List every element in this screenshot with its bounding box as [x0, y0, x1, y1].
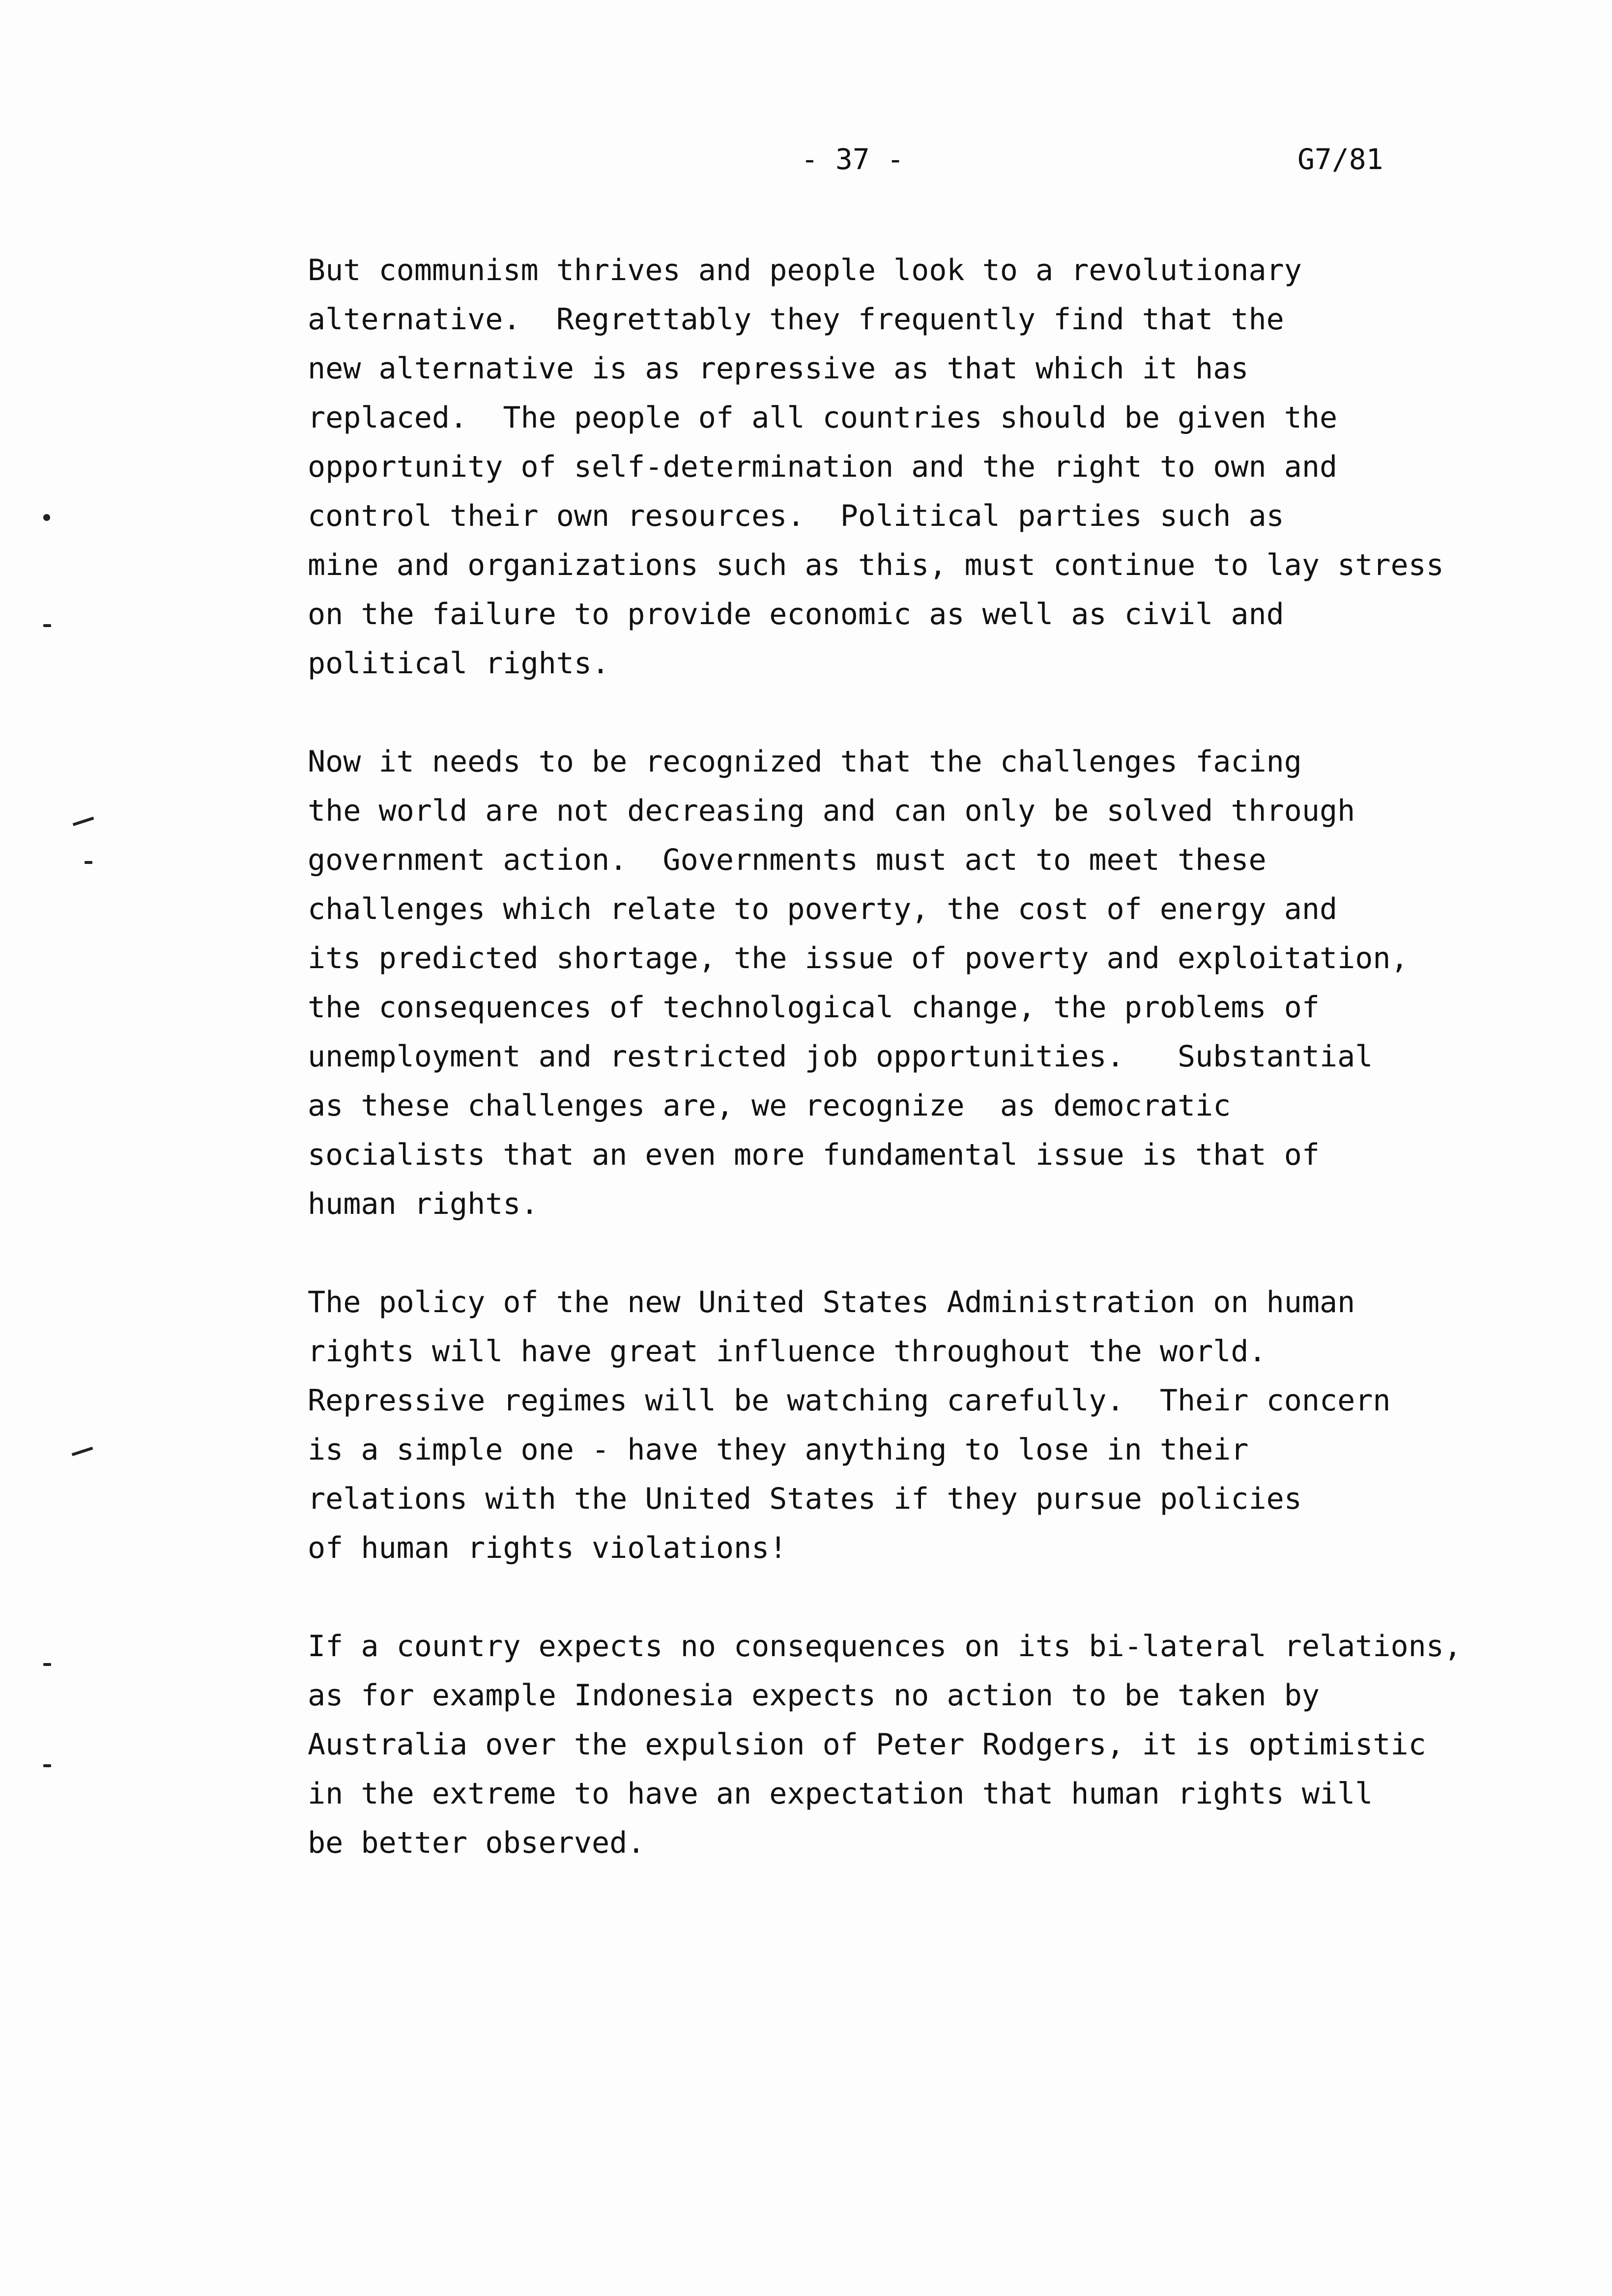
- text-line: be better observed.: [308, 1826, 645, 1860]
- text-line: challenges which relate to poverty, the cost of energy and: [308, 892, 1338, 926]
- paragraph-1: [308, 246, 1605, 688]
- text-line: relations with the United States if they pursue policies: [308, 1482, 1302, 1516]
- text-line: replaced. The people of all countries should be given the: [308, 401, 1338, 435]
- margin-scribble: [73, 817, 97, 834]
- margin-speck: [43, 624, 51, 627]
- text-line: rights will have great influence throughout the world.: [308, 1334, 1267, 1369]
- page-number: - 37 -: [801, 143, 904, 176]
- text-line: The policy of the new United States Administration on human: [308, 1285, 1355, 1320]
- text-line: the world are not decreasing and can only be solved through: [308, 794, 1355, 828]
- text-line: political rights.: [308, 646, 610, 681]
- text-line: as these challenges are, we recognize as democratic: [308, 1089, 1231, 1123]
- text-line: control their own resources. Political parties such as: [308, 499, 1284, 533]
- margin-speck: [43, 1663, 51, 1666]
- text-line: human rights.: [308, 1187, 539, 1221]
- text-line: But communism thrives and people look to a revolutionary: [308, 253, 1302, 287]
- page-header: [0, 143, 1612, 187]
- text-line: of human rights violations!: [308, 1531, 787, 1565]
- text-line: its predicted shortage, the issue of poverty and exploitation,: [308, 941, 1409, 976]
- text-line: Now it needs to be recognized that the challenges facing: [308, 745, 1302, 779]
- text-line: on the failure to provide economic as well as civil and: [308, 597, 1284, 631]
- text-line: unemployment and restricted job opportunities. Substantial: [308, 1039, 1373, 1074]
- text-line: the consequences of technological change, the problems of: [308, 990, 1320, 1025]
- margin-speck: [43, 1764, 51, 1767]
- text-line: If a country expects no consequences on its bi-lateral relations,: [308, 1629, 1462, 1664]
- text-line: government action. Governments must act to meet these: [308, 843, 1267, 877]
- text-line: as for example Indonesia expects no action to be taken by: [308, 1678, 1320, 1713]
- document-reference: G7/81: [1297, 143, 1383, 176]
- margin-speck: [85, 861, 92, 864]
- paragraph-4: [308, 1622, 1605, 1867]
- text-line: alternative. Regrettably they frequently find that the: [308, 302, 1284, 337]
- body-text: [308, 246, 1605, 1917]
- paragraph-2: [308, 737, 1605, 1229]
- text-line: opportunity of self-determination and the right to own and: [308, 450, 1338, 484]
- text-line: new alternative is as repressive as that which it has: [308, 351, 1249, 386]
- text-line: mine and organizations such as this, must continue to lay stress: [308, 548, 1444, 582]
- paragraph-3: [308, 1278, 1605, 1573]
- text-line: Australia over the expulsion of Peter Rodgers, it is optimistic: [308, 1727, 1426, 1762]
- margin-scribble: [72, 1447, 96, 1464]
- text-line: socialists that an even more fundamental issue is that of: [308, 1138, 1320, 1172]
- text-line: is a simple one - have they anything to lose in their: [308, 1433, 1249, 1467]
- text-line: in the extreme to have an expectation that human rights will: [308, 1777, 1373, 1811]
- margin-speck: [43, 514, 50, 521]
- text-line: Repressive regimes will be watching carefully. Their concern: [308, 1383, 1391, 1418]
